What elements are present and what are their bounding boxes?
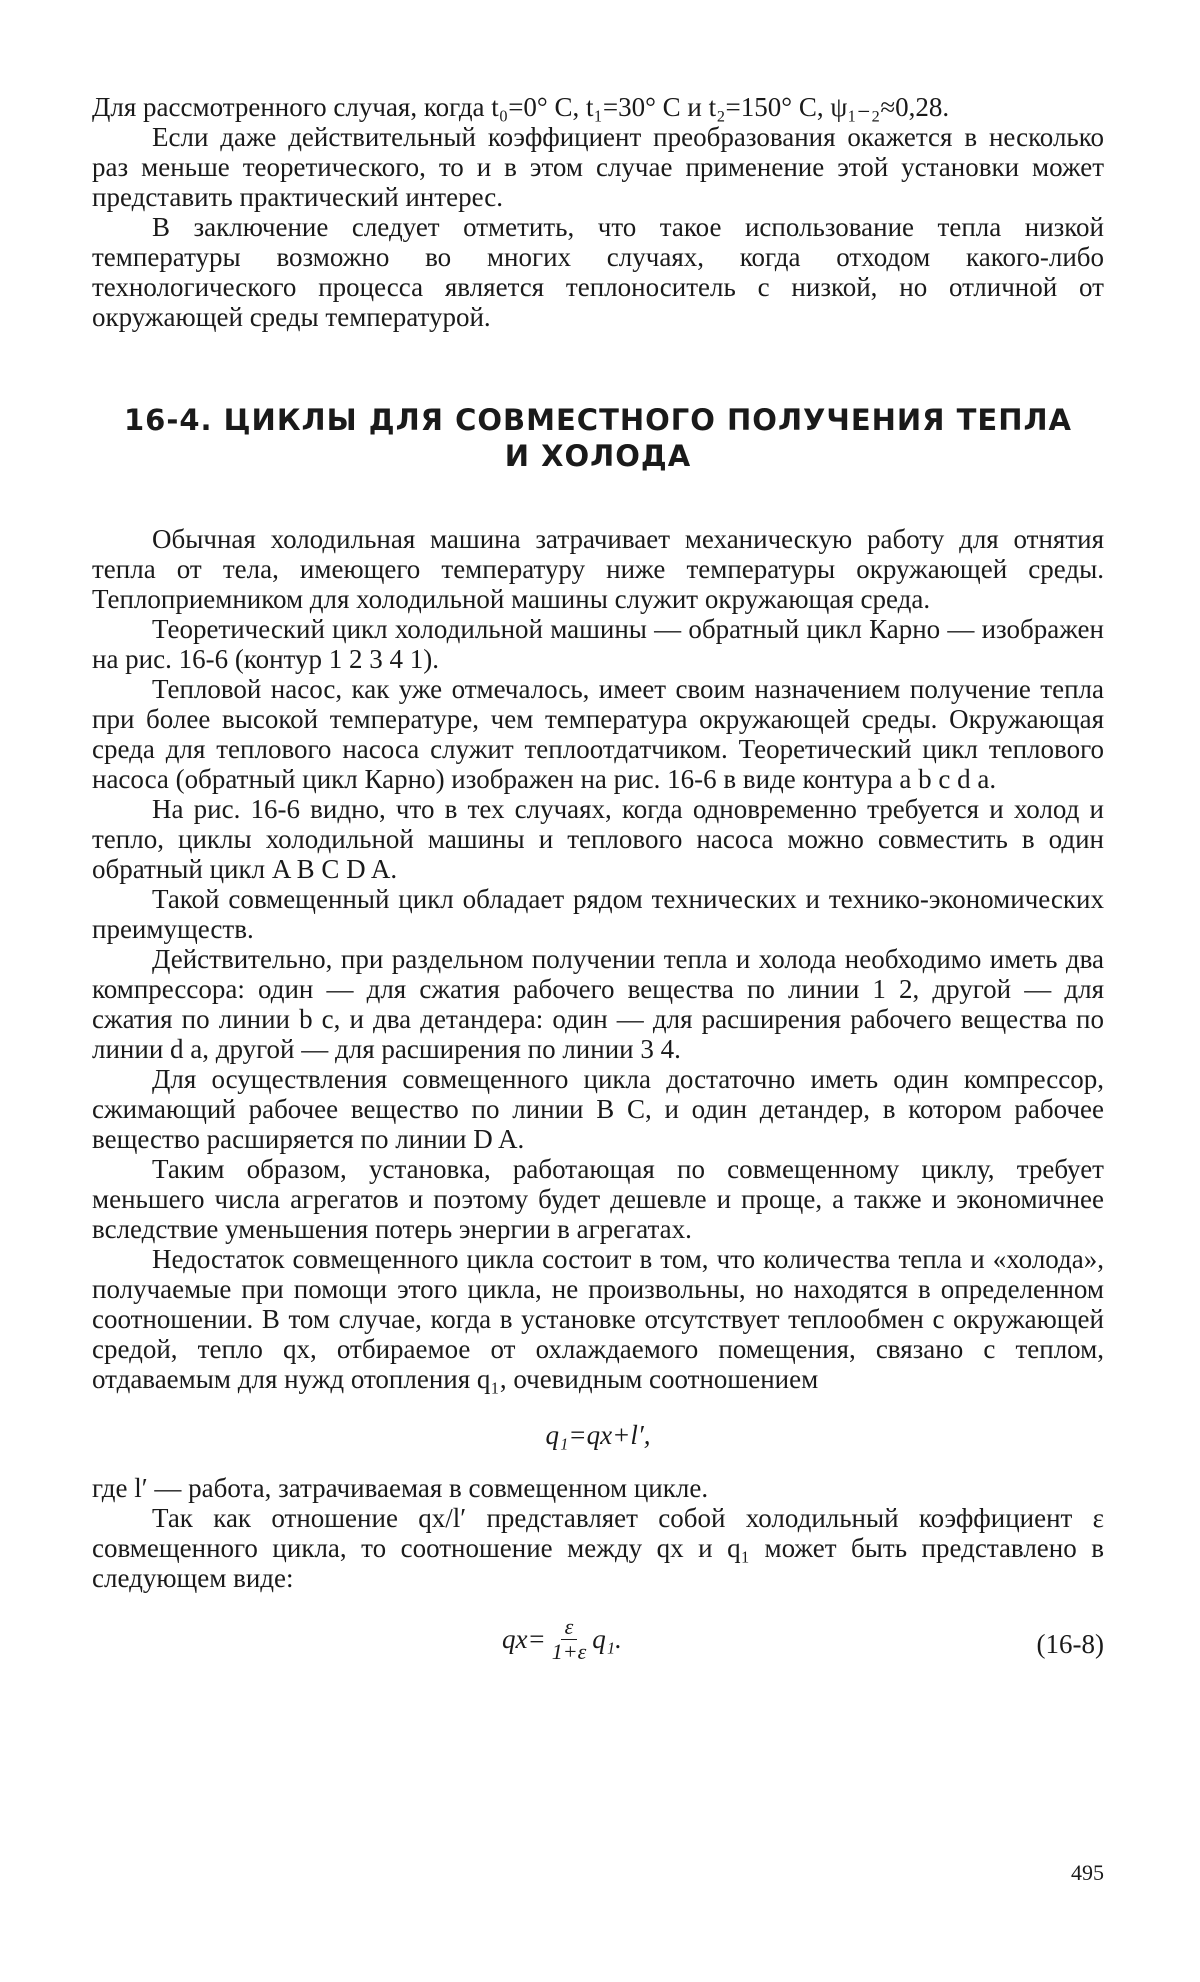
formula-rhs: q₁. bbox=[592, 1624, 622, 1654]
formula-16-8 bbox=[92, 1615, 1104, 1685]
paragraph: Действительно, при раздельном получении тепла и холода необходимо иметь два компрессора: один — для сжатия рабочего вещества по линии 1 2, другой — для сжатия по линии b c, и два детандера: один — для расширения рабочего вещества по линии d a, другой — для расширения по линии 3 4. bbox=[92, 944, 1104, 1064]
paragraph-definition: где l′ — работа, затрачиваемая в совмещенном цикле. bbox=[92, 1473, 709, 1503]
fraction-denominator: 1+ε bbox=[551, 1639, 587, 1664]
paragraph: Так как отношение qх/l′ представляет собой холодильный коэффициент ε совмещенного цикла, то соотношение между qх и q₁ может быть представлено в следующем виде: bbox=[92, 1503, 1104, 1593]
equation-number: (16-8) bbox=[1036, 1629, 1104, 1659]
section-heading-line2: И ХОЛОДА bbox=[504, 439, 692, 473]
paragraph: Тепловой насос, как уже отмечалось, имеет своим назначением получение тепла при более высокой температуре, чем температура окружающей среды. Окружающая среда для теплового насоса служит теплоотдатчиком. Теоретический цикл теплового насоса (обратный цикл Карно) изображен на рис. 16-6 в виде контура a b c d a. bbox=[92, 674, 1104, 794]
formula-lhs: qх= bbox=[502, 1624, 546, 1654]
paragraph: Для рассмотренного случая, когда t₀=0° C, t₁=30° C и t₂=150° C, ψ₁₋₂≈0,28. bbox=[92, 92, 950, 122]
paragraph: Для осуществления совмещенного цикла достаточно иметь один компрессор, сжимающий рабочее вещество по линии B C, и один детандер, в котором рабочее вещество расширяется по линии D A. bbox=[92, 1064, 1104, 1154]
paragraph: Теоретический цикл холодильной машины — обратный цикл Карно — изображен на рис. 16-6 (контур 1 2 3 4 1). bbox=[92, 614, 1104, 674]
page-number: 495 bbox=[1071, 1860, 1104, 1885]
page-body bbox=[92, 92, 1104, 1685]
paragraph: Таким образом, установка, работающая по совмещенному циклу, требует меньшего числа агрегатов и поэтому будет дешевле и проще, а также и экономичнее вследствие уменьшения потерь энергии в агрегатах. bbox=[92, 1154, 1104, 1244]
formula-expression bbox=[502, 1615, 622, 1664]
section-heading-line1: 16-4. ЦИКЛЫ ДЛЯ СОВМЕСТНОГО ПОЛУЧЕНИЯ ТЕПЛА bbox=[123, 403, 1073, 437]
paragraph: На рис. 16-6 видно, что в тех случаях, когда одновременно требуется и холод и тепло, циклы холодильной машины и теплового насоса можно совместить в один обратный цикл A B C D A. bbox=[92, 794, 1104, 884]
paragraph: Обычная холодильная машина затрачивает механическую работу для отнятия тепла от тела, имеющего температуру ниже температуры окружающей среды. Теплоприемником для холодильной машины служит окружающая среда. bbox=[92, 524, 1104, 614]
fraction-numerator: ε bbox=[561, 1615, 578, 1640]
formula-heat-balance: q₁=qх+l′, bbox=[545, 1420, 651, 1450]
paragraph: Такой совмещенный цикл обладает рядом технических и технико-экономических преимуществ. bbox=[92, 884, 1104, 944]
paragraph: Недостаток совмещенного цикла состоит в том, что количества тепла и «холода», получаемые при помощи этого цикла, не произвольны, но находятся в определенном соотношении. В том случае, когда в установке отсутствует теплообмен с окружающей средой, тепло qх, отбираемое от охлаждаемого помещения, связано с теплом, отдаваемым для нужд отопления q₁, очевидным соотношением bbox=[92, 1244, 1104, 1394]
fraction bbox=[552, 1615, 587, 1664]
section-heading bbox=[92, 402, 1104, 474]
paragraph: В заключение следует отметить, что такое использование тепла низкой температуры возможно во многих случаях, когда отходом какого-либо технологического процесса является теплоноситель с низкой, но отличной от окружающей среды температурой. bbox=[92, 212, 1104, 332]
paragraph: Если даже действительный коэффициент преобразования окажется в несколько раз меньше теоретического, то и в этом случае применение этой установки может представить практический интерес. bbox=[92, 122, 1104, 212]
